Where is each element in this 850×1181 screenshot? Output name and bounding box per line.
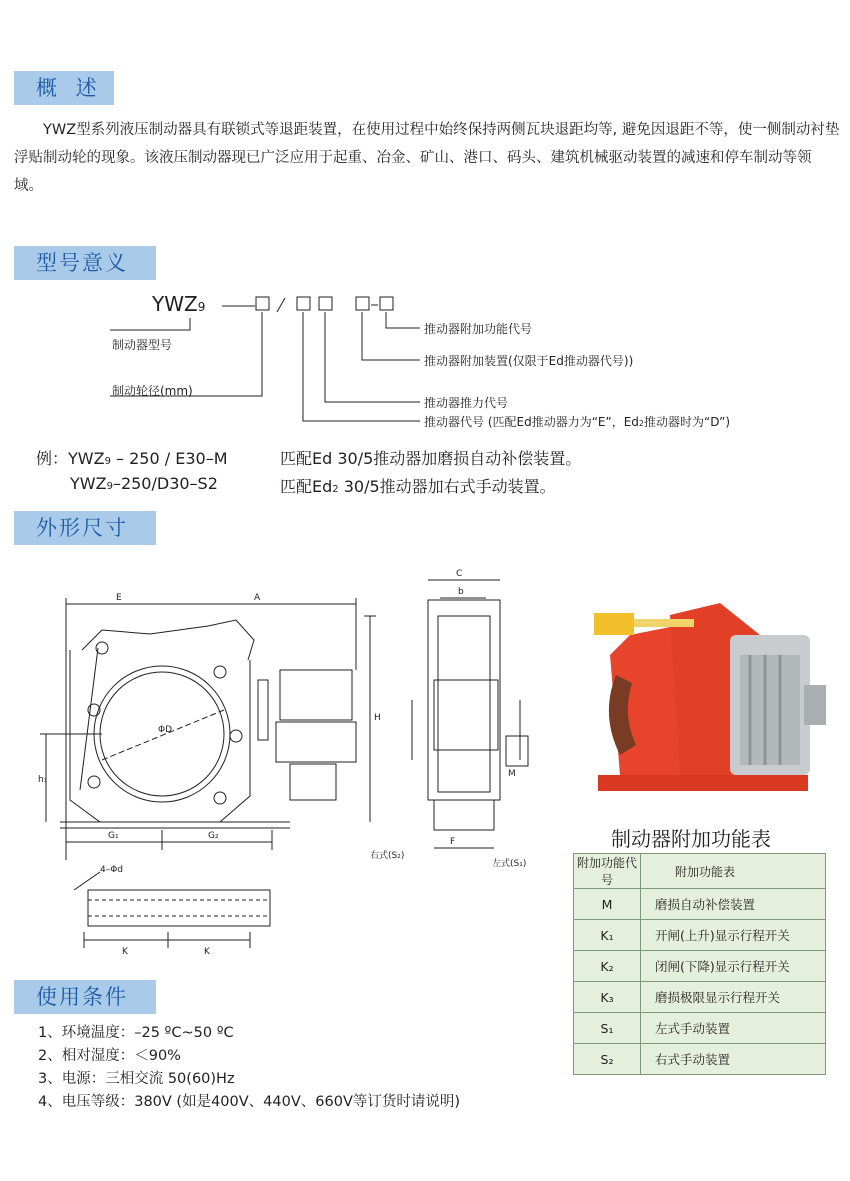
overview-heading: 概 述 <box>14 71 114 105</box>
dim-label-b: b <box>458 587 464 597</box>
dim-label-a: A <box>254 593 261 603</box>
col-func-header: 附加功能表 <box>641 854 826 889</box>
label-brake-type: 制动器型号 <box>112 338 173 352</box>
dim-label-d: ΦD <box>158 725 173 735</box>
label-addon-func: 推动器附加功能代号 <box>424 322 533 336</box>
label-addon-device: 推动器附加装置(仅限于Ed推动器代号)) <box>424 354 634 368</box>
dim-label-h1: h₁ <box>38 775 48 785</box>
overview-text: YWZ型系列液压制动器具有联锁式等退距装置，在使用过程中始终保持两侧瓦块退距均等, 避免因退距不等，使一侧制动衬垫浮贴制动轮的现象。该液压制动器现已广泛应用于起重、冶金、矿山、港口、码头、建筑机械驱动装置的减速和停车制动等领域。 <box>14 122 840 194</box>
function-table-title: 制动器附加功能表 <box>611 827 771 851</box>
model-heading: 型号意义 <box>14 246 156 280</box>
dimension-drawing <box>40 560 560 970</box>
dimensions-heading: 外形尺寸 <box>14 511 156 545</box>
table-row: S₁ 左式手动装置 <box>574 1013 826 1044</box>
conditions-heading: 使用条件 <box>14 980 156 1014</box>
dim-label-k1: K <box>122 947 128 957</box>
dim-label-h: H <box>374 713 381 723</box>
dim-label-g1: G₁ <box>108 831 119 841</box>
function-table <box>573 853 826 1075</box>
list-item: 3、电源：三相交流 50(60)Hz <box>38 1071 235 1087</box>
example-2-desc: 匹配Ed2 30/5推动器加右式手动装置。 <box>280 477 556 496</box>
dim-label-c: C <box>456 569 463 579</box>
dim-label-hole: 4–Φd <box>100 865 124 875</box>
label-thrust-code: 推动器推力代号 <box>424 396 509 410</box>
example-1-desc: 匹配Ed 30/5推动器加磨损自动补偿装置。 <box>280 449 582 468</box>
table-row: S₂ 右式手动装置 <box>574 1044 826 1075</box>
list-item: 2、相对湿度：＜90% <box>38 1048 181 1064</box>
dim-label-g2: G₂ <box>208 831 219 841</box>
dim-label-f: F <box>450 837 456 847</box>
list-item: 1、环境温度：–25 ºC~50 ºC <box>38 1025 234 1041</box>
example-2: YWZ9–250/D30–S2 <box>70 474 218 493</box>
list-item: 4、电压等级：380V (如是400V、440V、660V等订货时请说明) <box>38 1094 461 1110</box>
dim-label-m: M <box>508 769 516 779</box>
dim-label-left: 左式(S₁) <box>492 859 527 869</box>
brake-photo <box>590 595 834 805</box>
table-row: M 磨损自动补偿装置 <box>574 889 826 920</box>
table-row: K₁ 开闸(上升)显示行程开关 <box>574 920 826 951</box>
dim-label-e: E <box>116 593 122 603</box>
col-code-header: 附加功能代号 <box>574 854 641 889</box>
label-pusher-code: 推动器代号 (匹配Ed推动器力为“E”，Ed2推动器时为“D”) <box>424 415 731 429</box>
table-header-row <box>574 854 826 889</box>
example-1: 例：YWZ9 – 250 / E30–M <box>36 449 228 468</box>
conditions-list <box>38 1022 460 1114</box>
table-row: K₃ 磨损极限显示行程开关 <box>574 982 826 1013</box>
table-row: K₂ 闭闸(下降)显示行程开关 <box>574 951 826 982</box>
model-code: YWZ <box>152 292 198 316</box>
model-code-lines <box>0 0 850 440</box>
dim-label-right: 右式(S₂) <box>370 851 405 861</box>
model-code-sub: 9 <box>197 300 206 314</box>
label-wheel-dia: 制动轮径(mm) <box>112 384 193 398</box>
dim-label-k2: K <box>204 947 210 957</box>
